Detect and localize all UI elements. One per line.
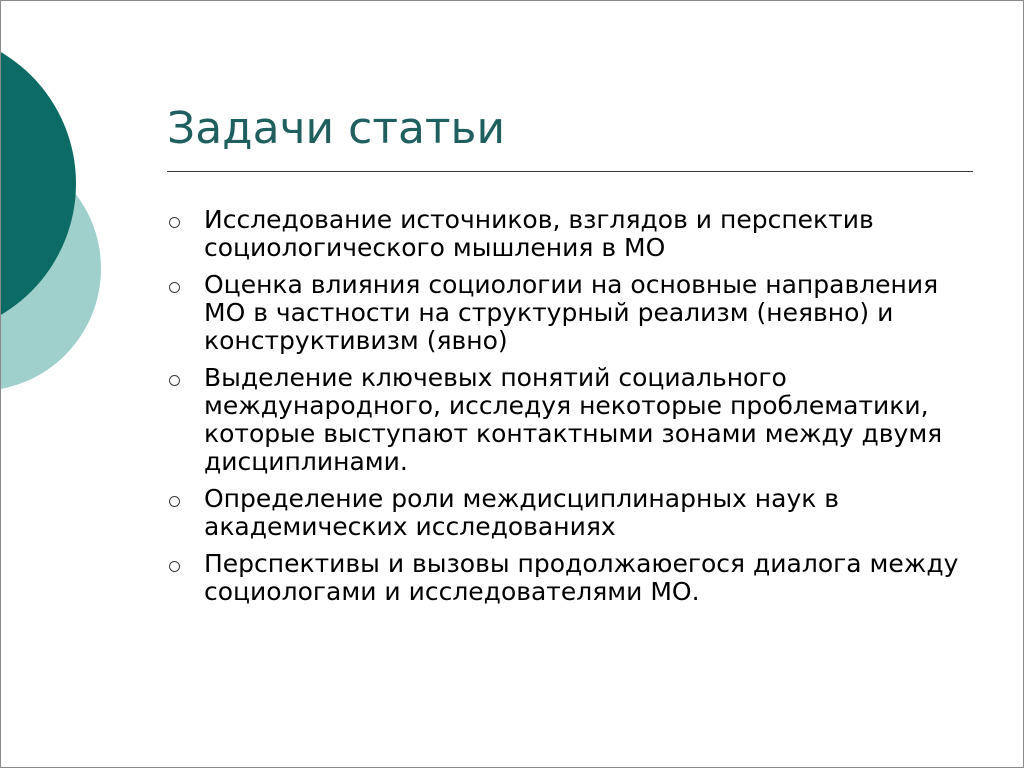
list-item [167, 271, 967, 355]
list-item [167, 206, 967, 262]
title-divider [167, 171, 973, 172]
list-item-text: Выделение ключевых понятий социального международного, исследуя некоторые проблематики, которые выступают контактными зонами между двумя дисциплинами. [204, 363, 943, 476]
circle-bullet-icon [169, 496, 180, 507]
list-item [167, 550, 967, 606]
list-item [167, 485, 967, 541]
list-item-text: Перспективы и вызовы продолжаюегося диалога между социологами и исследователями МО. [204, 549, 959, 606]
list-item-text: Определение роли междисциплинарных наук в академических исследованиях [204, 484, 840, 541]
list-item [167, 364, 967, 476]
circle-bullet-icon [169, 217, 180, 228]
circle-bullet-icon [169, 375, 180, 386]
slide-title: Задачи статьи [167, 103, 506, 154]
list-item-text: Исследование источников, взглядов и перспектив социологического мышления в МО [204, 205, 874, 262]
circle-bullet-icon [169, 282, 180, 293]
list-item-text: Оценка влияния социологии на основные направления МО в частности на структурный реализм (неявно) и конструктивизм (явно) [204, 270, 939, 355]
task-list [167, 206, 967, 615]
circle-bullet-icon [169, 561, 180, 572]
